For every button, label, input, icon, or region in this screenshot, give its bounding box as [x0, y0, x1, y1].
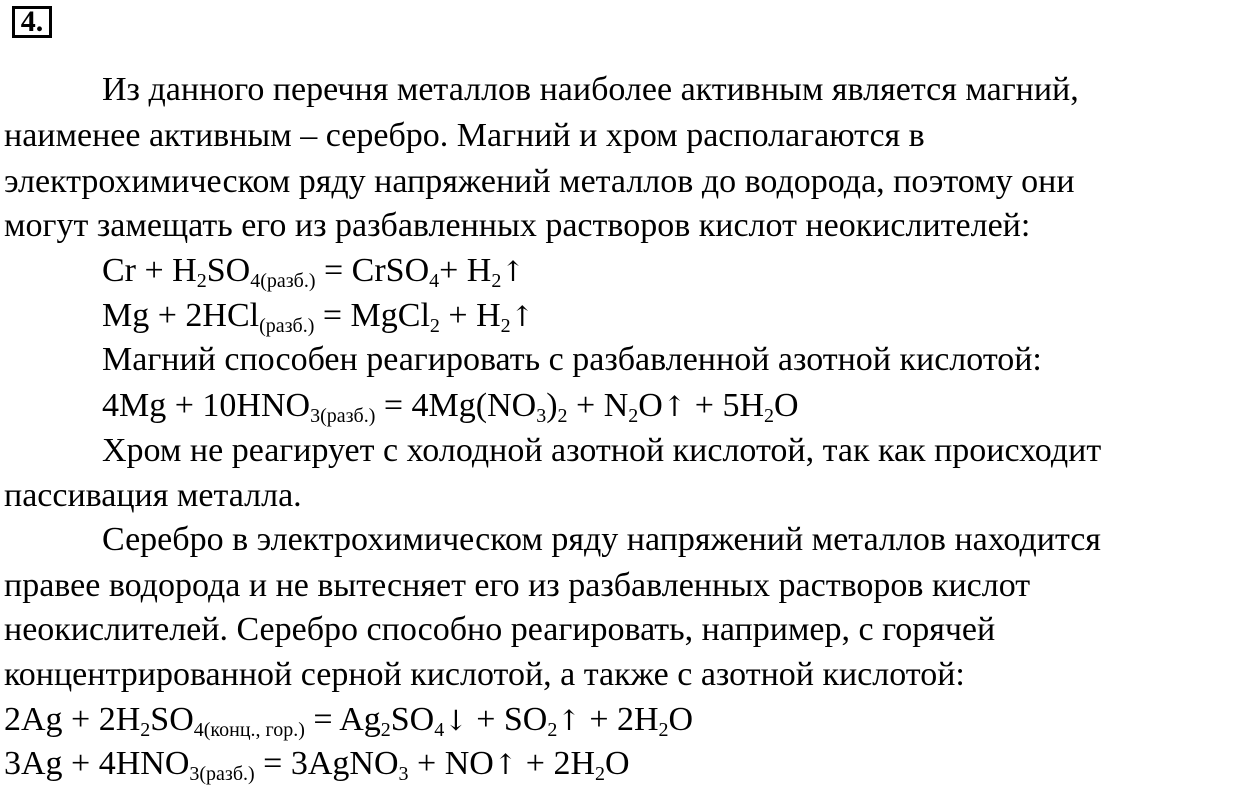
eq-subscript: 4(конц., гор.)	[193, 719, 305, 741]
eq-subscript: 4	[434, 719, 445, 741]
text-line: концентрированной серной кислотой, а также с азотной кислотой:	[4, 656, 965, 693]
eq-text: O	[605, 745, 630, 782]
eq-text: + NO	[408, 745, 494, 782]
eq-text: = Ag	[304, 701, 381, 738]
eq-text: 3Ag + 4HNO	[4, 745, 190, 782]
text-line: Из данного перечня металлов наиболее активным является магний,	[102, 71, 1079, 108]
eq-subscript: 2	[500, 315, 511, 337]
eq-subscript: 2	[491, 270, 502, 292]
eq-subscript: 3(разб.)	[310, 405, 376, 427]
eq-subscript: 2	[140, 719, 151, 741]
eq-subscript: 2	[547, 719, 558, 741]
eq-subscript: 2	[196, 270, 207, 292]
text-line: Магний способен реагировать с разбавленной азотной кислотой:	[102, 341, 1042, 378]
eq-text: O	[668, 701, 694, 738]
eq-text: O	[774, 387, 799, 424]
eq-text: + 5H	[686, 387, 765, 424]
text-line: Серебро в электрохимическом ряду напряжений металлов находится	[102, 521, 1101, 558]
eq-text: = CrSO	[315, 252, 430, 289]
eq-text: SO	[206, 252, 251, 289]
eq-subscript: 2	[557, 405, 568, 427]
eq-text: SO	[150, 701, 194, 738]
equation-ag-hno3	[4, 744, 630, 785]
eq-text: + H	[439, 252, 492, 289]
eq-subscript: 3(разб.)	[189, 763, 255, 785]
eq-subscript: (разб.)	[259, 315, 315, 337]
eq-subscript: 3	[536, 405, 547, 427]
eq-subscript: 3	[398, 763, 409, 785]
eq-subscript: 2	[658, 719, 669, 741]
text-line: наименее активным – серебро. Магний и хром располагаются в	[4, 117, 925, 154]
text-line: могут замещать его из разбавленных растворов кислот неокислителей:	[4, 207, 1031, 244]
eq-text: SO	[390, 701, 435, 738]
eq-text: + 2H	[580, 701, 659, 738]
eq-text: = 3AgNO	[254, 745, 399, 782]
equation-ag-h2so4	[4, 700, 693, 741]
equation-mg-hcl	[102, 296, 534, 337]
arrow-up-icon: ↑	[510, 300, 535, 333]
eq-text: O	[638, 387, 663, 424]
eq-text: = MgCl	[314, 297, 430, 334]
eq-subscript: 2	[595, 763, 606, 785]
eq-subscript: 4	[429, 270, 440, 292]
arrow-up-icon: ↑	[501, 255, 525, 288]
eq-subscript: 2	[429, 315, 440, 337]
eq-text: + 2H	[517, 745, 596, 782]
eq-subscript: 2	[380, 719, 391, 741]
eq-subscript: 4(разб.)	[250, 270, 316, 292]
equation-mg-hno3	[102, 386, 799, 427]
text-line: пассивация металла.	[4, 477, 302, 514]
eq-text: Mg + 2HCl	[102, 297, 260, 334]
problem-number: 4.	[12, 6, 52, 38]
eq-text: + H	[439, 297, 501, 334]
text-line: неокислителей. Серебро способно реагировать, например, с горячей	[4, 611, 996, 648]
eq-text: + N	[567, 387, 629, 424]
text-line: Хром не реагирует с холодной азотной кислотой, так как происходит	[102, 432, 1102, 469]
text-line: правее водорода и не вытесняет его из разбавленных растворов кислот	[4, 567, 1031, 604]
arrow-down-icon: ↓	[444, 704, 468, 737]
equation-cr-h2so4	[102, 251, 525, 292]
eq-text: + SO	[467, 701, 548, 738]
eq-text: = 4Mg(NO	[375, 387, 537, 424]
arrow-up-icon: ↑	[557, 704, 581, 737]
eq-text: Cr + H	[102, 252, 197, 289]
arrow-up-icon: ↑	[662, 390, 687, 423]
arrow-up-icon: ↑	[493, 748, 518, 781]
eq-text: 4Mg + 10HNO	[102, 387, 311, 424]
eq-subscript: 2	[628, 405, 639, 427]
text-line: электрохимическом ряду напряжений металлов до водорода, поэтому они	[4, 163, 1075, 200]
eq-subscript: 2	[764, 405, 775, 427]
eq-text: 2Ag + 2H	[4, 701, 141, 738]
eq-text: )	[546, 387, 558, 424]
